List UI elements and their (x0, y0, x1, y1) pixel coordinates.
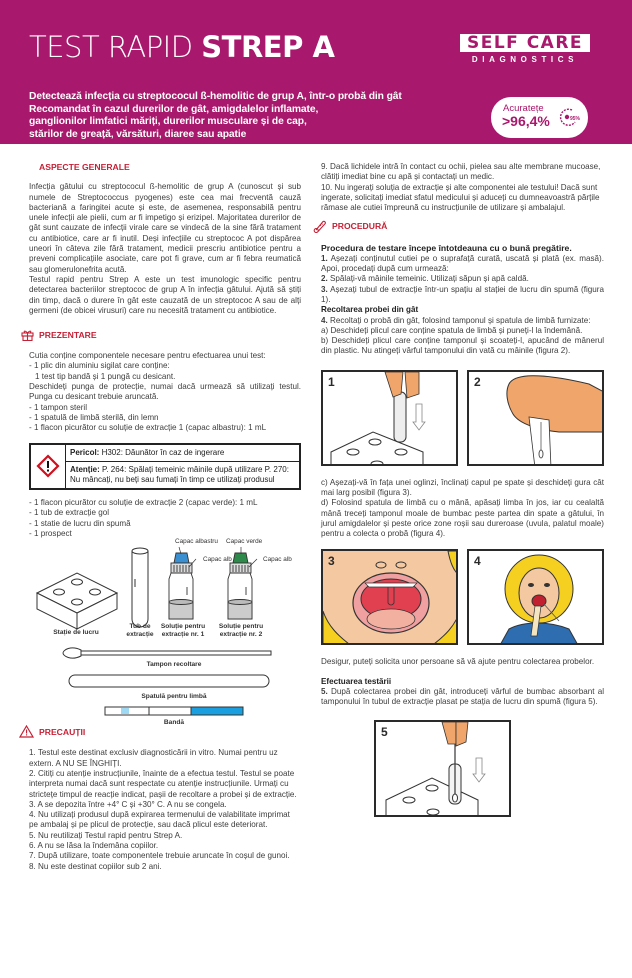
precaution-item: 10. Nu ingerați soluția de extracție și alte componentei ale testului! Dacă sunt ingerate, solicitați imediat sfatul medicului și aduceți cu dumneavoastră părțile rămase ale cutiei împreună cu instrucțiunile de utilizare și ambalajul. (321, 182, 600, 213)
spatula-icon (69, 675, 269, 687)
list-line: - 1 statie de lucru din spumă (29, 518, 131, 528)
list-line: - 1 flacon picurător cu soluție de extracție 2 (capac verde): 1 mL (29, 498, 258, 508)
figure-number: 4 (474, 553, 481, 568)
brand-tagline: DIAGNOSTICS (471, 55, 579, 64)
figure-5 (374, 720, 511, 817)
figures-row-1 (321, 370, 604, 466)
gift-box-icon (21, 329, 34, 341)
procedure-step-4a: a) Deschideți plicul care conține spatula de limbă și puneți-l la îndemână. (321, 325, 583, 335)
procedure-step-3 (321, 285, 604, 306)
extraction-tube-icon (132, 548, 148, 627)
aspecte-paragraph-2: Testul rapid pentru Strep A este un test imunologic specific pentru detectarea bacteriilor streptococ de grup A în infecția gâtului. Ajută să știți din timp, dacă o durere în gât este cauzată de un streptococ A sau de alți germeni (de obicei virusuri) care nu necesită tratament cu antibiotice. (29, 274, 301, 315)
subtitle-line: ganglionilor limfatici măriți, durerilor musculare și de cap, (29, 116, 307, 128)
list-line: - 1 prospect (29, 529, 72, 539)
accuracy-badge (491, 97, 588, 138)
figure-2 (467, 370, 604, 466)
warning-label: Atenție: (70, 464, 100, 474)
caption-swab: Tampon recoltare (146, 661, 202, 669)
desiccant-note: Deschideți punga de protecție, numai dacă urmează să utilizați testul. Punga cu desicant trebuie aruncată. (29, 382, 301, 402)
figure-number: 3 (328, 553, 335, 568)
procedure-step-4b: b) Deschideți plicul care conține tamponul și scoateți-l, apucând de mânerul din plastic. Nu atingeți vârful tamponului din vată cu mâinile (figura 2). (321, 336, 604, 356)
svg-text:95%: 95% (570, 116, 580, 122)
right-column (321, 162, 604, 817)
help-note: Desigur, puteți solicita unor persoane să vă ajute pentru colectarea probelor. (321, 656, 595, 666)
precaution-item: 2. Citiți cu atenție instrucțiunile, înainte de a efectua testul. Testul se poate interpreta numai dacă sunt respectate cu atenție instrucțiunile. Urmați cu strictețe timpul de reacție indicat, pașii de recoltare a probei și de extracție. (29, 768, 297, 799)
tube-in-station-illustration (323, 372, 458, 466)
step-number: 1. (321, 253, 328, 263)
thermometer-icon (313, 219, 327, 233)
product-subtitle (29, 91, 402, 141)
hazard-box (29, 443, 301, 491)
left-column (29, 162, 301, 872)
caption-tube: Tub de extracție (126, 623, 154, 639)
caption-solution-2: Soluție pentru extracție nr. 2 (218, 623, 264, 639)
hazard-pictogram (31, 445, 66, 489)
open-mouth-illustration (323, 551, 458, 645)
list-line: Cutia conține componentele necesare pentru efectuarea unui test: (29, 351, 266, 361)
figure-number: 2 (474, 374, 481, 389)
step-text: Recoltați o probă din gât, folosind tamponul și spatula de limbă furnizate: (327, 315, 591, 325)
caption-solution-1: Soluție pentru extracție nr. 1 (160, 623, 206, 639)
procedure-step-1 (321, 254, 604, 275)
precaution-item: 7. După utilizare, toate componentele trebuie aruncate în coșul de gunoi. (29, 851, 290, 861)
section-title-text: PROCEDURĂ (332, 221, 388, 232)
precaution-item: 3. A se depozita între +4° C și +30° C. A nu se congela. (29, 799, 227, 809)
precaution-item: 1. Testul este destinat exclusiv diagnosticării in vitro. Numai pentru uz extern. A NU SE ÎNGHIȚI. (29, 748, 278, 768)
foam-station-icon (37, 573, 117, 629)
kit-components-illustration (29, 509, 301, 729)
danger-label: Pericol: (70, 447, 100, 457)
procedure-step-4c: c) Așezați-vă în fața unei oglinzi, înclinați capul pe spate și deschideți gura cât mai larg posibil (figura 3). (321, 477, 604, 498)
title-light: TEST RAPID (29, 30, 202, 64)
procedure-step-5 (321, 687, 604, 708)
section-title-text: ASPECTE GENERALE (39, 162, 130, 172)
hazard-warning-row (66, 461, 299, 488)
step-number: 4. (321, 315, 328, 325)
step-number: 2. (321, 274, 328, 284)
list-line: - 1 flacon picurător cu soluție de extracție 1 (capac albastru): 1 mL (29, 423, 267, 433)
subheading-testing: Efectuarea testării (321, 676, 392, 686)
section-title-prezentare (21, 329, 301, 341)
section-title-aspecte (39, 162, 301, 172)
list-line: 1 test tip bandă și 1 pungă cu desicant. (35, 371, 176, 381)
confidence-gauge-icon (558, 107, 580, 127)
subheading-sampling: Recoltarea probei din gât (321, 305, 419, 315)
label-blue-cap: Capac albastru (175, 538, 218, 546)
list-line: - 1 tub de extracție gol (29, 508, 110, 518)
procedure-step-4 (321, 316, 604, 326)
figures-row-3 (374, 720, 604, 817)
figure-1 (321, 370, 458, 466)
title-bold: STREP A (201, 30, 335, 64)
test-strip-icon (105, 707, 243, 715)
list-line: - 1 plic din aluminiu sigilat care conține: (29, 361, 170, 371)
precaution-item: 4. Nu utilizați produsul după expirarea termenului de valabilitate imprimat pe ambalaj și pe plicul de protecție, sau dacă plicul este deteriorat. (29, 810, 290, 830)
figure-4 (467, 549, 604, 645)
label-white-cap-1: Capac alb (203, 556, 232, 564)
caption-station: Stație de lucru (53, 629, 99, 637)
solution-1-vial-icon (169, 547, 196, 619)
header-banner (0, 0, 632, 144)
procedure-intro: Procedura de testare începe întotdeauna cu o bună pregătire. (321, 243, 572, 254)
precaution-item: 6. A nu se lăsa la îndemâna copiilor. (29, 841, 159, 850)
list-line: - 1 tampon steril (29, 402, 88, 412)
subtitle-line: Detectează infecția cu streptococul ß-hemolitic de grup A, într-o probă din gât (29, 91, 402, 102)
solution-2-vial-icon (228, 547, 257, 619)
label-white-cap-2: Capac alb (263, 556, 292, 564)
hazard-danger-row (66, 445, 299, 461)
figure-3 (321, 549, 458, 645)
aspecte-paragraph-1: Infecția gâtului cu streptococul ß-hemolitic de grup A (cunoscut și sub numele de Streptococcus pyogenes) este cea mai frecventă cauză bacteriană a faringitei acute și este, de asemenea, responsabilă pentru unele infecții ale pielii, cum ar fi impetigo și erizipel. Majoritatea durerilor de gât sunt cauzate de infecții virale care se vindecă de la sine fără tratament cu antibiotice, care ar fi inutil. Deși infecțiile cu streptococ A pot dispărea uneori în câteva zile fără tratament, medicii prescriu antibiotice pentru a preveni complicațiile asociate, care pot fi grave, cum ar fi febra reumatică sau glomerulonefrita acută. (29, 182, 301, 274)
step-text: Așezați tubul de extracție într-un spațiu al stației de lucru din spumă (figura 1). (321, 284, 604, 304)
caption-spatula: Spatulă pentru limbă (141, 693, 207, 701)
procedure-step-2 (321, 274, 604, 284)
precaution-item: 8. Nu este destinat copiilor sub 2 ani. (29, 861, 162, 871)
precaution-item: 9. Dacă lichidele intră în contact cu ochii, pielea sau alte membrane mucoase, clătiți imediat bine cu apă și contactați un medic. (321, 162, 601, 182)
brand-logo (460, 34, 590, 64)
swab-icon (63, 648, 271, 658)
section-title-text: PREZENTARE (39, 330, 97, 340)
procedure-step-4d: d) Folosind spatula de limbă cu o mână, apăsați limba în jos, iar cu cealaltă mână treceți tamponul moale de bumbac peste partea din spate a gâtului, în jurul amigdalelor și peste orice zone roșii sau dureroase (uvula, palatul moale) pentru a colecta o probă (figura 4). (321, 498, 604, 539)
figures-row-2 (321, 549, 604, 645)
opening-swab-packet-illustration (469, 372, 604, 466)
accuracy-label: Acuratețe (503, 103, 544, 114)
accuracy-value: >96,4% (502, 113, 550, 129)
exclamation-warning-icon (36, 454, 60, 478)
step-number: 5. (321, 687, 328, 697)
warning-text: P. 264: Spălați temeinic mâinile după utilizare P. 270: Nu mâncați, nu beți sau fumați în timp ce utilizați produsul (70, 464, 289, 484)
step-text: Așezați conținutul cutiei pe o suprafață curată, uscată și plată (ex. masă). Apoi, procedați după cum urmează: (321, 253, 604, 274)
label-green-cap: Capac verde (226, 538, 263, 546)
step-number: 3. (321, 284, 328, 294)
figure-number: 1 (328, 374, 335, 389)
product-title (29, 30, 334, 64)
danger-text: H302: Dăunător în caz de ingerare (99, 447, 225, 457)
figure-number: 5 (381, 724, 388, 739)
precaution-item: 5. Nu reutilizați Testul rapid pentru Strep A. (29, 830, 183, 840)
step-text: După colectarea probei din gât, introduceți vârful de bumbac absorbant al tamponului în tubul de extracție plasat pe stația de lucru din spumă (figura 5). (321, 687, 604, 707)
caption-strip: Bandă (163, 719, 185, 727)
section-title-procedura (313, 219, 604, 233)
subtitle-line: stărilor de greață, vărsături, diaree sau apatie (29, 128, 247, 140)
list-line: - 1 spatulă de limbă sterilă, din lemn (29, 412, 159, 422)
subtitle-line: Recomandat în cazul durerilor de gât, amigdalelor inflamate, (29, 103, 319, 115)
swab-in-tube-illustration (376, 722, 511, 817)
brand-name: SELF CARE (460, 34, 590, 52)
step-text: Spălați-vă mâinile temeinic. Utilizați săpun și apă caldă. (327, 274, 529, 284)
taking-throat-sample-illustration (469, 551, 604, 645)
section-title-text: PRECAUȚII (39, 726, 86, 737)
